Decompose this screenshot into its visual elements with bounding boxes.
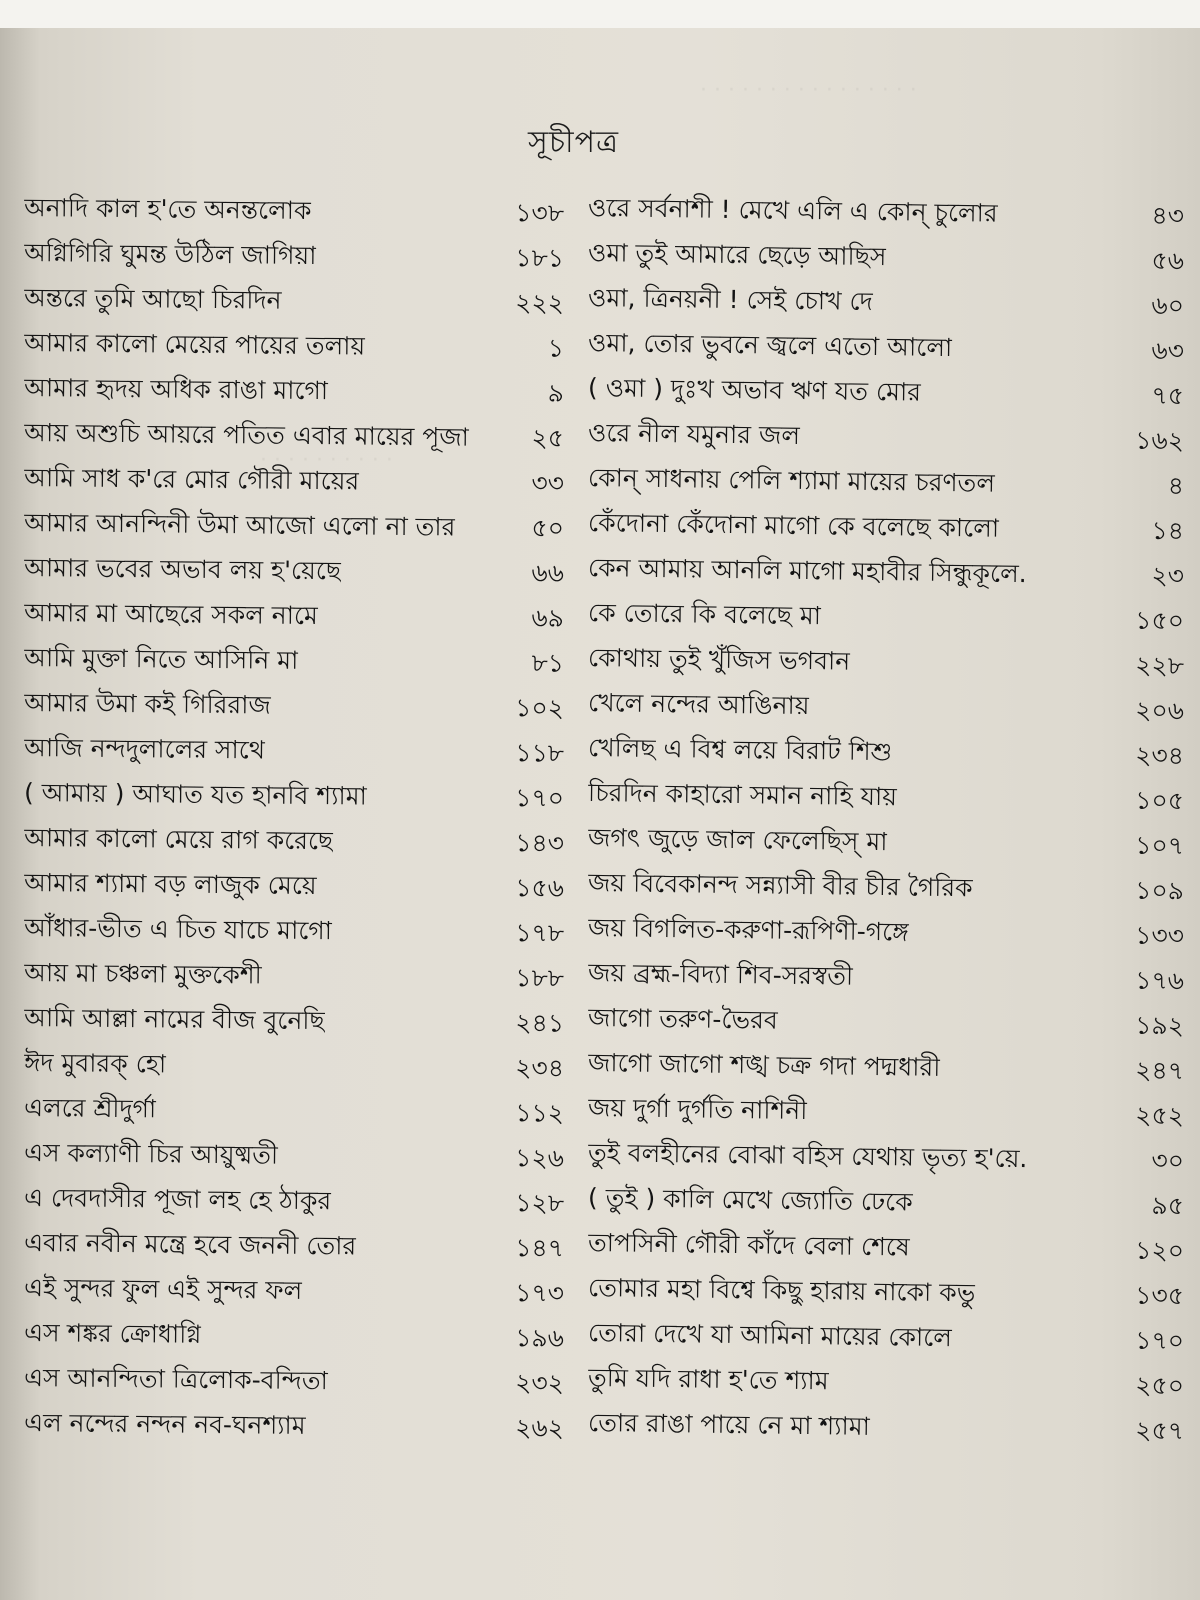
entry-title: কোন্ সাধনায় পেলি শ্যামা মায়ের চরণতল bbox=[587, 463, 996, 498]
toc-entry bbox=[24, 863, 564, 914]
entry-page-number: ১২৬ bbox=[515, 1143, 565, 1173]
toc-entry bbox=[24, 1358, 564, 1409]
entry-page-number: ২৪১ bbox=[515, 1008, 565, 1038]
entry-title: তোর রাঙা পায়ে নে মা শ্যামা bbox=[587, 1408, 871, 1441]
toc-entry bbox=[24, 818, 564, 869]
entry-page-number: ১৫০ bbox=[1135, 605, 1185, 636]
entry-title: জাগো তরুণ-ভৈরব bbox=[587, 1003, 778, 1035]
bleed-through-text: · · · · · · · · · · · · · · · · bbox=[700, 78, 917, 103]
entry-page-number: ৭৫ bbox=[1151, 380, 1185, 411]
toc-entry bbox=[24, 1223, 564, 1274]
entry-title: জয় দুর্গা দুর্গতি নাশিনী bbox=[587, 1093, 808, 1126]
entry-title: জাগো জাগো শঙ্খ চক্র গদা পদ্মধারী bbox=[587, 1048, 941, 1082]
entry-page-number: ২৫ bbox=[531, 423, 565, 453]
entry-title: ওরে সর্বনাশী ! মেখে এলি এ কোন্ চুলোর bbox=[587, 193, 998, 228]
entry-page-number: ১২৮ bbox=[515, 1188, 565, 1218]
toc-entry bbox=[24, 998, 564, 1049]
entry-page-number: ২২২ bbox=[515, 288, 565, 318]
entry-page-number: ১৩৮ bbox=[515, 198, 565, 228]
entry-page-number: ১৭৬ bbox=[1135, 965, 1185, 996]
toc-entry bbox=[24, 188, 564, 239]
entry-title: ওরে নীল যমুনার জল bbox=[587, 418, 801, 450]
entry-title: খেলিছ এ বিশ্ব লয়ে বিরাট শিশু bbox=[587, 733, 893, 767]
entry-page-number: ৩৩ bbox=[531, 468, 565, 498]
toc-entry bbox=[24, 908, 564, 959]
toc-entry bbox=[24, 638, 564, 689]
toc-entry bbox=[24, 1313, 564, 1364]
entry-title: তোমার মহা বিশ্বে কিছু হারায় নাকো কভু bbox=[587, 1273, 976, 1308]
entry-title: এস শঙ্কর ক্রোধাগ্নি bbox=[23, 1318, 202, 1349]
top-margin bbox=[0, 0, 1200, 28]
entry-title: এস আনন্দিতা ত্রিলোক-বন্দিতা bbox=[23, 1363, 328, 1396]
entry-page-number: ১৭৩ bbox=[515, 1278, 565, 1308]
toc-entry bbox=[24, 728, 564, 779]
entry-page-number: ৬৬ bbox=[531, 558, 565, 588]
toc-left-column bbox=[24, 188, 564, 1448]
entry-title: আমার কালো মেয়ের পায়ের তলায় bbox=[23, 328, 366, 361]
toc-entry bbox=[24, 413, 564, 464]
toc-entry bbox=[24, 458, 564, 509]
entry-title: ওমা, ত্রিনয়নী ! সেই চোখ দে bbox=[587, 283, 873, 316]
entry-title: আজি নন্দদুলালের সাথে bbox=[23, 733, 266, 765]
entry-page-number: ১৭০ bbox=[515, 783, 565, 813]
entry-title: ওমা তুই আমারে ছেড়ে আছিস bbox=[587, 238, 887, 272]
entry-title: ( আমায় ) আঘাত যত হানবি শ্যামা bbox=[23, 778, 367, 811]
entry-title: আয় অশুচি আয়রে পতিত এবার মায়ের পূজা bbox=[23, 418, 470, 452]
entry-title: কেঁদোনা কেঁদোনা মাগো কে বলেছে কালো bbox=[587, 508, 1000, 543]
entry-title: জয় বিগলিত-করুণা-রূপিণী-গঙ্গে bbox=[587, 913, 909, 947]
toc-entry bbox=[588, 1403, 1185, 1456]
entry-title: এলরে শ্রীদুর্গা bbox=[23, 1093, 157, 1124]
toc-entry bbox=[24, 1133, 564, 1184]
entry-page-number: ১৪৩ bbox=[515, 828, 565, 858]
entry-page-number: ১০৯ bbox=[1135, 875, 1185, 906]
entry-page-number: ১২০ bbox=[1135, 1235, 1185, 1266]
entry-title: আমার উমা কই গিরিরাজ bbox=[23, 688, 271, 720]
entry-title: কে তোরে কি বলেছে মা bbox=[587, 598, 822, 631]
entry-title: এস কল্যাণী চির আয়ুষ্মতী bbox=[23, 1138, 279, 1170]
entry-title: জয় বিবেকানন্দ সন্ন্যাসী বীর চীর গৈরিক bbox=[587, 868, 973, 903]
entry-page-number: ১৭৮ bbox=[515, 918, 565, 948]
toc-entry bbox=[24, 548, 564, 599]
toc-entry bbox=[24, 1178, 564, 1229]
entry-page-number: ৫৬ bbox=[1151, 245, 1185, 276]
toc-entry bbox=[24, 323, 564, 374]
entry-title: তুই বলহীনের বোঝা বহিস যেথায় ভৃত্য হ'য়ে. bbox=[587, 1138, 1028, 1174]
entry-page-number: ৬৩ bbox=[1151, 335, 1185, 366]
entry-title: কোথায় তুই খুঁজিস ভগবান bbox=[587, 643, 851, 676]
entry-title: ( ওমা ) দুঃখ অভাব ঋণ যত মোর bbox=[587, 373, 922, 407]
entry-title: কেন আমায় আনলি মাগো মহাবীর সিন্ধুকূলে. bbox=[587, 553, 1027, 589]
entry-title: জয় ব্রহ্ম-বিদ্যা শিব-সরস্বতী bbox=[587, 958, 854, 991]
entry-page-number: ২৫২ bbox=[1135, 1100, 1185, 1131]
entry-page-number: ১৩৩ bbox=[1135, 920, 1185, 951]
entry-title: ঈদ মুবারক্ হো bbox=[23, 1048, 167, 1079]
entry-title: এ দেবদাসীর পূজা লহ হে ঠাকুর bbox=[23, 1183, 332, 1216]
entry-page-number: ৬৯ bbox=[531, 603, 565, 633]
entry-page-number: ২৩২ bbox=[515, 1368, 565, 1398]
entry-title: আমার মা আছেরে সকল নামে bbox=[23, 598, 319, 631]
entry-title: ( তুই ) কালি মেখে জ্যোতি ঢেকে bbox=[587, 1183, 913, 1217]
entry-page-number: ১৩৫ bbox=[1135, 1280, 1185, 1311]
entry-page-number: ২০৬ bbox=[1135, 695, 1185, 726]
entry-page-number: ৪৩ bbox=[1151, 200, 1185, 231]
entry-title: জগৎ জুড়ে জাল ফেলেছিস্ মা bbox=[587, 823, 888, 857]
entry-title: এই সুন্দর ফুল এই সুন্দর ফল bbox=[23, 1273, 303, 1305]
entry-page-number: ১৬২ bbox=[1135, 425, 1185, 456]
toc-entry bbox=[24, 278, 564, 329]
toc-right-column bbox=[588, 188, 1184, 1448]
entry-page-number: ২৩৪ bbox=[1135, 740, 1185, 771]
toc-entry bbox=[24, 503, 564, 554]
entry-page-number: ১৯৬ bbox=[515, 1323, 565, 1353]
entry-page-number: ৫০ bbox=[531, 513, 565, 543]
entry-page-number: ২৬২ bbox=[515, 1413, 565, 1443]
entry-title: আমি আল্লা নামের বীজ বুনেছি bbox=[23, 1003, 325, 1036]
entry-page-number: ১৪৭ bbox=[515, 1233, 565, 1263]
entry-title: এবার নবীন মন্ত্রে হবে জননী তোর bbox=[23, 1228, 357, 1261]
entry-title: আঁধার-ভীত এ চিত যাচে মাগো bbox=[23, 913, 333, 946]
entry-page-number: ২২৮ bbox=[1135, 650, 1185, 681]
entry-title: আমি সাধ ক'রে মোর গৌরী মায়ের bbox=[23, 463, 360, 496]
toc-entry bbox=[24, 1403, 564, 1454]
toc-entry bbox=[24, 1088, 564, 1139]
entry-page-number: ১ bbox=[547, 333, 565, 363]
page-title: সূচীপত্র bbox=[528, 125, 619, 160]
entry-page-number: ১৪ bbox=[1151, 515, 1185, 546]
entry-title: আমার ভবের অভাব লয় হ'য়েছে bbox=[23, 553, 342, 586]
toc-entry bbox=[24, 683, 564, 734]
entry-title: আয় মা চঞ্চলা মুক্তকেশী bbox=[23, 958, 262, 990]
entry-title: অনাদি কাল হ'তে অনন্তলোক bbox=[23, 193, 312, 226]
entry-page-number: ৮১ bbox=[531, 648, 565, 678]
entry-page-number: ১০৫ bbox=[1135, 785, 1185, 816]
entry-page-number: ১০২ bbox=[515, 693, 565, 723]
entry-title: তুমি যদি রাধা হ'তে শ্যাম bbox=[587, 1363, 829, 1396]
entry-page-number: ৯৫ bbox=[1151, 1190, 1185, 1221]
toc-entry bbox=[24, 953, 564, 1004]
entry-title: তোরা দেখে যা আমিনা মায়ের কোলে bbox=[587, 1318, 953, 1353]
entry-page-number: ২৩ bbox=[1151, 560, 1185, 591]
toc-entry bbox=[24, 593, 564, 644]
entry-title: তাপসিনী গৌরী কাঁদে বেলা শেষে bbox=[587, 1228, 910, 1262]
toc-entry bbox=[24, 1268, 564, 1319]
entry-page-number: ১০৭ bbox=[1135, 830, 1185, 861]
entry-title: এল নন্দের নন্দন নব-ঘনশ্যাম bbox=[23, 1408, 306, 1440]
entry-page-number: ১৮৮ bbox=[515, 963, 565, 993]
entry-page-number: ৬০ bbox=[1151, 290, 1185, 321]
entry-page-number: ১৭০ bbox=[1135, 1325, 1185, 1356]
entry-page-number: ৩০ bbox=[1151, 1145, 1185, 1176]
toc-entry bbox=[24, 368, 564, 419]
entry-title: খেলে নন্দের আঙিনায় bbox=[587, 688, 810, 721]
entry-page-number: ১১২ bbox=[515, 1098, 565, 1128]
bleed-through-text: · · · · · · · · · · bbox=[260, 448, 393, 473]
entry-page-number: ৪ bbox=[1167, 471, 1185, 501]
entry-page-number: ১১৮ bbox=[515, 738, 565, 768]
entry-title: আমার আনন্দিনী উমা আজো এলো না তার bbox=[23, 508, 456, 542]
entry-title: ওমা, তোর ভুবনে জ্বলে এতো আলো bbox=[587, 328, 953, 363]
entry-page-number: ২৩৪ bbox=[515, 1053, 565, 1083]
entry-page-number: ১৮১ bbox=[515, 243, 565, 273]
entry-title: চিরদিন কাহারো সমান নাহি যায় bbox=[587, 778, 898, 812]
entry-page-number: ২৫০ bbox=[1135, 1370, 1185, 1401]
entry-title: আমার হৃদয় অধিক রাঙা মাগো bbox=[23, 373, 329, 406]
toc-entry bbox=[24, 773, 564, 824]
entry-page-number: ১৫৬ bbox=[515, 873, 565, 903]
toc-entry bbox=[24, 1043, 564, 1094]
entry-title: আমি মুক্তা নিতে আসিনি মা bbox=[23, 643, 299, 675]
toc-entry bbox=[24, 233, 564, 284]
entry-page-number: ৯ bbox=[547, 378, 565, 408]
entry-title: অগ্নিগিরি ঘুমন্ত উঠিল জাগিয়া bbox=[23, 238, 317, 271]
entry-title: অন্তরে তুমি আছো চিরদিন bbox=[23, 283, 282, 315]
entry-title: আমার কালো মেয়ে রাগ করেছে bbox=[23, 823, 334, 856]
entry-title: আমার শ্যামা বড় লাজুক মেয়ে bbox=[23, 868, 317, 901]
entry-page-number: ২৫৭ bbox=[1135, 1415, 1185, 1446]
entry-page-number: ১৯২ bbox=[1135, 1010, 1185, 1041]
entry-page-number: ২৪৭ bbox=[1135, 1055, 1185, 1086]
